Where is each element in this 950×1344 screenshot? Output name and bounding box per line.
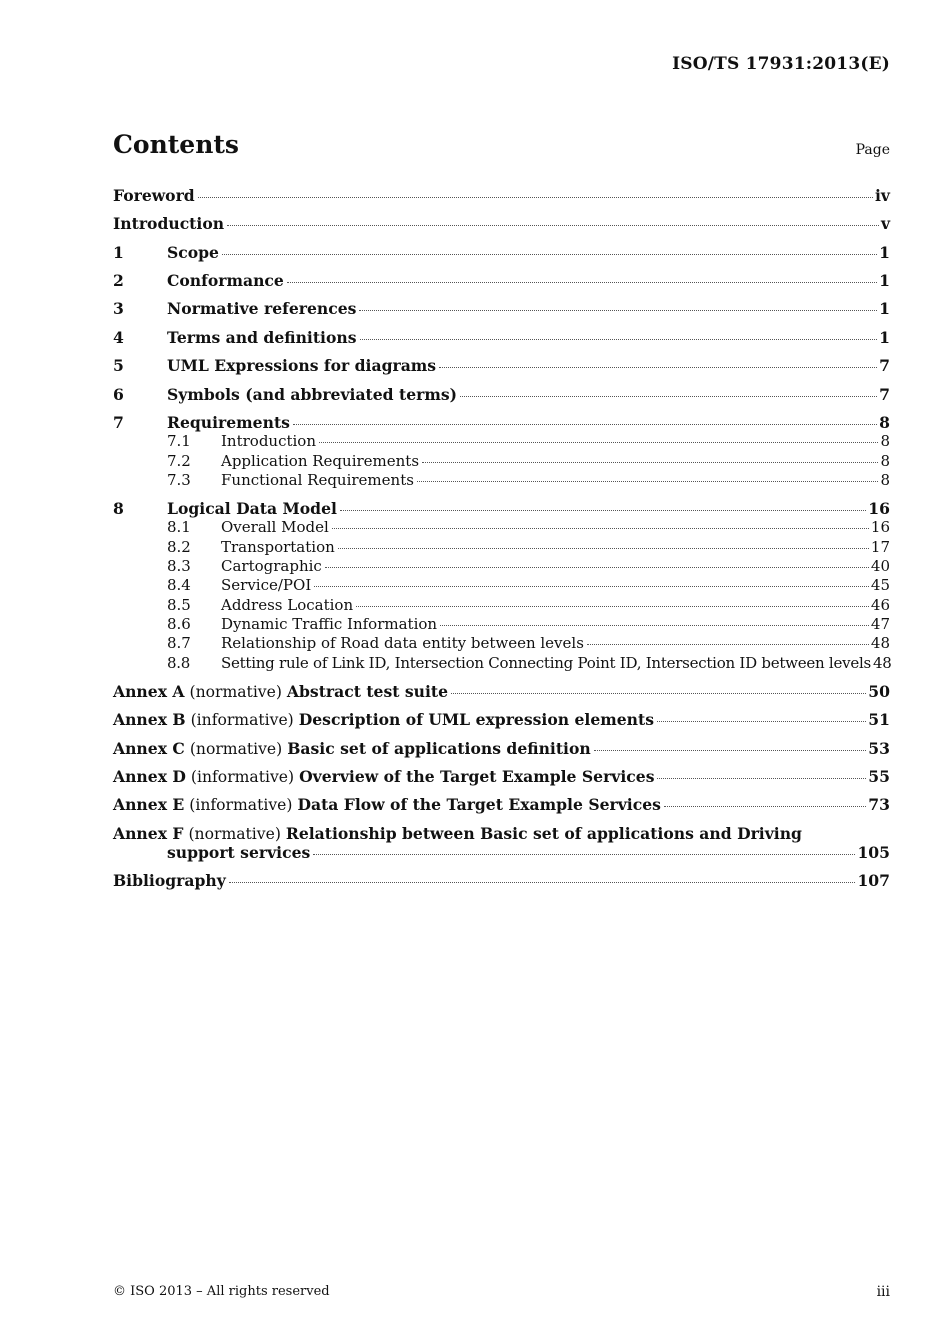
toc-entry-page: v bbox=[880, 214, 890, 233]
toc-entry-page: 73 bbox=[868, 795, 890, 814]
toc-entry-foreword[interactable] bbox=[113, 186, 890, 205]
toc-entry-title: Logical Data Model bbox=[167, 499, 337, 518]
toc-entry-title: Normative references bbox=[167, 299, 357, 318]
annex-label: Annex F bbox=[113, 824, 184, 843]
dot-leader bbox=[319, 441, 878, 443]
toc-entry-section-7-1[interactable] bbox=[113, 432, 890, 450]
toc-entry-page: 53 bbox=[868, 739, 890, 758]
toc-entry-section-7-2[interactable] bbox=[113, 452, 890, 470]
dot-leader bbox=[356, 605, 869, 607]
toc-entry-annex-c[interactable] bbox=[113, 739, 890, 758]
dot-leader bbox=[422, 461, 878, 463]
toc-entry-section-7-3[interactable] bbox=[113, 471, 890, 489]
toc-entry-section-8-3[interactable] bbox=[113, 557, 890, 575]
toc-entry-page: 40 bbox=[870, 557, 890, 575]
toc-entry-title: Foreword bbox=[113, 186, 195, 205]
toc-entry-annex-f[interactable] bbox=[113, 824, 802, 843]
toc-entry-page: 50 bbox=[868, 682, 890, 701]
toc-entry-page: 55 bbox=[868, 767, 890, 786]
toc-entry-section-8-8[interactable] bbox=[113, 654, 890, 672]
dot-leader bbox=[359, 309, 877, 311]
annex-type: (normative) bbox=[188, 825, 281, 843]
toc-entry-title: Basic set of applications definition bbox=[287, 739, 591, 758]
toc-entry-page: 7 bbox=[879, 385, 890, 404]
toc-entry-annex-b[interactable] bbox=[113, 710, 890, 729]
toc-entry-number: 3 bbox=[113, 299, 124, 318]
toc-entry-section-2[interactable] bbox=[113, 271, 890, 290]
toc-entry-page: 7 bbox=[879, 356, 890, 375]
toc-entry-section-8-2[interactable] bbox=[113, 538, 890, 556]
toc-entry-number: 8 bbox=[113, 499, 124, 518]
toc-entry-title: Description of UML expression elements bbox=[298, 710, 654, 729]
toc-entry-page: 8 bbox=[880, 452, 890, 470]
annex-type: (informative) bbox=[189, 796, 293, 814]
toc-entry-page: 1 bbox=[879, 328, 890, 347]
toc-entry-page: 16 bbox=[868, 499, 890, 518]
toc-entry-page: 107 bbox=[857, 871, 890, 890]
toc-entry-title: Overall Model bbox=[221, 518, 329, 536]
annex-label: Annex D bbox=[113, 767, 186, 786]
toc-entry-number: 7.1 bbox=[167, 432, 191, 450]
dot-leader bbox=[227, 224, 879, 226]
toc-entry-section-8-4[interactable] bbox=[113, 576, 890, 594]
dot-leader bbox=[313, 853, 855, 855]
toc-entry-page: 46 bbox=[870, 596, 890, 614]
dot-leader bbox=[314, 585, 869, 587]
toc-entry-section-8-7[interactable] bbox=[113, 634, 890, 652]
dot-leader bbox=[332, 527, 869, 529]
toc-entry-number: 8.8 bbox=[167, 654, 191, 672]
dot-leader bbox=[451, 692, 866, 694]
toc-entry-page: 1 bbox=[879, 243, 890, 262]
toc-entry-page: 1 bbox=[879, 271, 890, 290]
toc-entry-number: 4 bbox=[113, 328, 124, 347]
contents-heading: Contents bbox=[113, 130, 240, 159]
dot-leader bbox=[340, 509, 866, 511]
toc-entry-title: Service/POI bbox=[221, 576, 312, 594]
toc-entry-page: iv bbox=[875, 186, 890, 205]
toc-entry-page: 17 bbox=[870, 538, 890, 556]
toc-entry-number: 8.1 bbox=[167, 518, 191, 536]
toc-entry-section-8-5[interactable] bbox=[113, 596, 890, 614]
toc-entry-title: Overview of the Target Example Services bbox=[299, 767, 655, 786]
toc-entry-title: Dynamic Traffic Information bbox=[221, 615, 438, 633]
toc-entry-number: 8.4 bbox=[167, 576, 191, 594]
toc-entry-section-8-6[interactable] bbox=[113, 615, 890, 633]
toc-entry-title: UML Expressions for diagrams bbox=[167, 356, 437, 375]
toc-entry-number: 2 bbox=[113, 271, 124, 290]
page-column-label: Page bbox=[855, 142, 890, 158]
toc-entry-number: 8.5 bbox=[167, 596, 191, 614]
toc-entry-annex-e[interactable] bbox=[113, 795, 890, 814]
dot-leader bbox=[657, 777, 866, 779]
toc-entry-page: 1 bbox=[879, 299, 890, 318]
dot-leader bbox=[360, 338, 878, 340]
toc-entry-title: Requirements bbox=[167, 413, 290, 432]
toc-entry-title: Functional Requirements bbox=[221, 471, 414, 489]
toc-entry-section-4[interactable] bbox=[113, 328, 890, 347]
toc-entry-bibliography[interactable] bbox=[113, 871, 890, 890]
toc-entry-title: Application Requirements bbox=[221, 452, 420, 470]
toc-entry-title: Setting rule of Link ID, Intersection Connecting Point ID, Intersection ID between levels bbox=[221, 654, 871, 672]
toc-entry-title: Data Flow of the Target Example Services bbox=[297, 795, 661, 814]
toc-entry-section-7[interactable] bbox=[113, 413, 890, 432]
toc-entry-title: Transportation bbox=[221, 538, 335, 556]
toc-entry-title: Scope bbox=[167, 243, 219, 262]
document-identifier: ISO/TS 17931:2013(E) bbox=[672, 54, 890, 74]
toc-entry-page: 45 bbox=[870, 576, 890, 594]
annex-label: Annex E bbox=[113, 795, 185, 814]
toc-entry-title: Introduction bbox=[221, 432, 316, 450]
toc-entry-page: 16 bbox=[870, 518, 890, 536]
annex-type: (normative) bbox=[189, 740, 283, 758]
toc-entry-page: 48 bbox=[870, 634, 890, 652]
toc-entry-number: 6 bbox=[113, 385, 124, 404]
toc-entry-section-8[interactable] bbox=[113, 499, 890, 518]
toc-entry-number: 8.7 bbox=[167, 634, 191, 652]
toc-entry-page: 48 bbox=[872, 654, 892, 672]
toc-entry-title: Cartographic bbox=[221, 557, 322, 575]
copyright-notice: © ISO 2013 – All rights reserved bbox=[113, 1284, 330, 1299]
annex-label: Annex C bbox=[113, 739, 185, 758]
dot-leader bbox=[664, 805, 866, 807]
toc-entry-section-6[interactable] bbox=[113, 385, 890, 404]
toc-entry-number: 8.6 bbox=[167, 615, 191, 633]
toc-entry-title: Conformance bbox=[167, 271, 284, 290]
toc-entry-page: 8 bbox=[880, 432, 890, 450]
toc-entry-number: 7 bbox=[113, 413, 124, 432]
dot-leader bbox=[439, 366, 877, 368]
dot-leader bbox=[198, 196, 873, 198]
annex-type: (normative) bbox=[189, 683, 282, 701]
dot-leader bbox=[417, 480, 879, 482]
toc-entry-annex-a[interactable] bbox=[113, 682, 890, 701]
dot-leader bbox=[287, 281, 877, 283]
toc-entry-section-3[interactable] bbox=[113, 299, 890, 318]
toc-entry-title: Relationship between Basic set of applications and Driving bbox=[285, 824, 802, 843]
toc-entry-section-8-1[interactable] bbox=[113, 518, 890, 536]
dot-leader bbox=[325, 566, 869, 568]
dot-leader bbox=[587, 643, 869, 645]
dot-leader bbox=[222, 253, 877, 255]
toc-entry-section-5[interactable] bbox=[113, 356, 890, 375]
toc-entry-page: 47 bbox=[870, 615, 890, 633]
toc-entry-title: Abstract test suite bbox=[286, 682, 449, 701]
toc-entry-number: 8.3 bbox=[167, 557, 191, 575]
toc-entry-title: Terms and definitions bbox=[167, 328, 357, 347]
toc-entry-title: Bibliography bbox=[113, 871, 226, 890]
annex-label: Annex B bbox=[113, 710, 186, 729]
toc-entry-title: Address Location bbox=[221, 596, 354, 614]
toc-entry-number: 8.2 bbox=[167, 538, 191, 556]
annex-label: Annex A bbox=[113, 682, 185, 701]
toc-entry-title-continuation: support services bbox=[167, 843, 311, 862]
toc-entry-number: 1 bbox=[113, 243, 124, 262]
dot-leader bbox=[440, 624, 869, 626]
toc-entry-title: Symbols (and abbreviated terms) bbox=[167, 385, 457, 404]
toc-entry-annex-d[interactable] bbox=[113, 767, 890, 786]
toc-entry-title: Introduction bbox=[113, 214, 225, 233]
dot-leader bbox=[229, 881, 856, 883]
toc-entry-section-1[interactable] bbox=[113, 243, 890, 262]
toc-entry-number: 7.3 bbox=[167, 471, 191, 489]
annex-type: (informative) bbox=[190, 711, 294, 729]
toc-entry-page: 8 bbox=[880, 471, 890, 489]
dot-leader bbox=[338, 547, 869, 549]
toc-entry-page: 105 bbox=[857, 843, 890, 862]
page-number: iii bbox=[876, 1284, 890, 1300]
toc-entry-number: 7.2 bbox=[167, 452, 191, 470]
toc-entry-page: 8 bbox=[879, 413, 890, 432]
toc-entry-title: Relationship of Road data entity between levels bbox=[221, 634, 584, 652]
annex-type: (informative) bbox=[190, 768, 295, 786]
dot-leader bbox=[594, 749, 867, 751]
toc-entry-page: 51 bbox=[868, 710, 890, 729]
toc-entry-annex-f-continuation[interactable] bbox=[167, 843, 890, 862]
dot-leader bbox=[460, 395, 877, 397]
dot-leader bbox=[657, 720, 866, 722]
toc-entry-introduction[interactable] bbox=[113, 214, 890, 233]
dot-leader bbox=[293, 423, 877, 425]
toc-entry-number: 5 bbox=[113, 356, 124, 375]
